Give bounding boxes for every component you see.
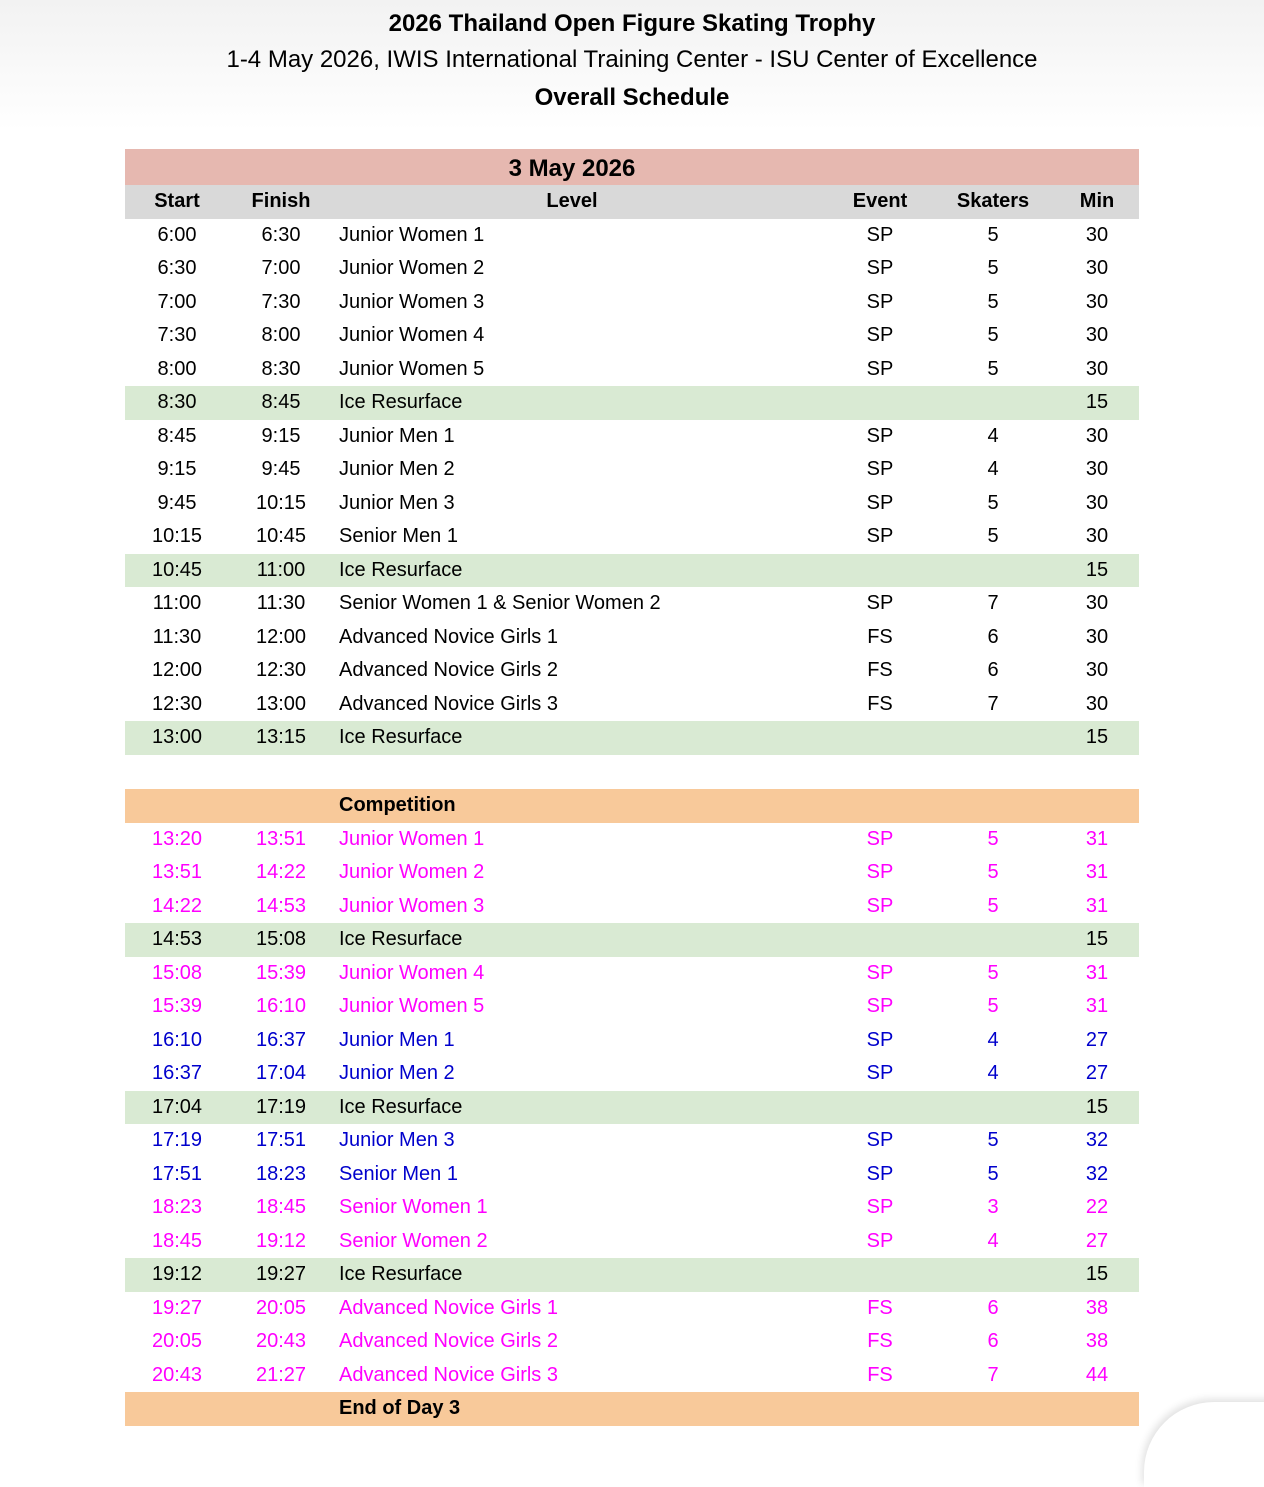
cell-finish: 15:39	[255, 961, 307, 984]
cell-start: 7:00	[157, 290, 197, 313]
cell-event	[829, 1091, 931, 1125]
schedule-row	[125, 219, 1139, 253]
cell-skaters: 5	[987, 861, 999, 883]
cell-finish: 8:45	[261, 391, 301, 413]
schedule-row	[125, 688, 1139, 722]
cell-skaters	[931, 923, 1055, 957]
cell-finish: 14:53	[255, 894, 307, 917]
cell-event: SP	[866, 861, 894, 883]
cell-event: SP	[866, 1162, 894, 1185]
cell-min: 30	[1085, 357, 1109, 380]
cell-level: Junior Women 4	[339, 961, 485, 984]
schedule-row	[125, 520, 1139, 554]
cell-min: 30	[1085, 223, 1109, 246]
cell-start: 15:39	[151, 995, 203, 1017]
cell-level: Advanced Novice Girls 3	[339, 1363, 558, 1386]
cell-start: 18:23	[151, 1196, 203, 1218]
cell-finish: 16:10	[255, 995, 307, 1017]
practice-table	[125, 149, 1139, 755]
cell-skaters: 7	[987, 592, 999, 614]
cell-finish: 15:08	[255, 928, 307, 950]
col-finish: Finish	[251, 190, 311, 212]
cell-min: 22	[1085, 1196, 1109, 1218]
cell-min: 15	[1085, 726, 1109, 748]
cell-start: 8:45	[157, 424, 197, 447]
cell-level: Junior Men 3	[339, 491, 455, 514]
cell-level: Junior Men 2	[339, 1062, 455, 1084]
cell-level: Ice Resurface	[339, 391, 463, 413]
cell-event: SP	[866, 257, 894, 279]
cell-level: Junior Women 3	[339, 290, 485, 313]
schedule-row	[125, 957, 1139, 991]
cell-level: Ice Resurface	[339, 1263, 463, 1285]
cell-finish: 12:30	[255, 659, 307, 681]
resurface-row	[125, 386, 1139, 420]
cell-skaters: 7	[987, 692, 999, 715]
cell-finish: 7:30	[261, 290, 301, 313]
cell-level: Junior Women 1	[339, 223, 485, 246]
cell-min: 44	[1085, 1363, 1109, 1386]
cell-skaters: 4	[987, 1229, 999, 1252]
cell-start: 8:00	[157, 357, 197, 380]
schedule-row	[125, 1325, 1139, 1359]
cell-start: 13:20	[151, 827, 203, 850]
cell-level: Ice Resurface	[339, 928, 463, 950]
cell-event	[829, 721, 931, 755]
cell-skaters	[931, 721, 1055, 755]
cell-finish: 8:30	[261, 357, 301, 380]
schedule-row	[125, 856, 1139, 890]
page-curl	[1144, 1402, 1264, 1487]
schedule-row	[125, 654, 1139, 688]
cell-min: 38	[1085, 1296, 1109, 1319]
cell-start: 11:30	[152, 625, 202, 648]
cell-finish: 20:05	[255, 1296, 307, 1319]
cell-skaters: 5	[987, 961, 999, 984]
cell-level: Ice Resurface	[339, 558, 463, 581]
cell-start: 11:00	[152, 592, 202, 614]
cell-skaters: 5	[987, 491, 999, 514]
cell-finish: 7:00	[261, 257, 301, 279]
cell-start: 7:30	[157, 324, 197, 346]
cell-event: SP	[866, 1028, 894, 1051]
cell-event: FS	[867, 1363, 893, 1386]
cell-start: 6:00	[157, 223, 197, 246]
schedule-row	[125, 353, 1139, 387]
cell-skaters: 6	[987, 1330, 999, 1352]
cell-event: FS	[867, 659, 893, 681]
competition-label: Competition	[339, 794, 456, 816]
cell-start: 10:45	[151, 558, 203, 581]
cell-start: 6:30	[157, 257, 197, 279]
cell-finish: 11:00	[256, 558, 306, 581]
cell-min: 27	[1085, 1229, 1109, 1252]
cell-finish: 10:45	[255, 525, 307, 547]
cell-level: Ice Resurface	[339, 726, 463, 748]
schedule-row	[125, 1024, 1139, 1058]
cell-min: 32	[1085, 1162, 1109, 1185]
cell-skaters: 4	[987, 1062, 999, 1084]
cell-min: 27	[1085, 1062, 1109, 1084]
col-level: Level	[546, 190, 598, 212]
cell-level: Advanced Novice Girls 3	[339, 692, 558, 715]
col-skaters: Skaters	[956, 190, 1030, 212]
cell-level: Senior Men 1	[339, 1162, 458, 1185]
cell-finish: 17:51	[255, 1129, 307, 1151]
cell-min: 15	[1085, 1095, 1109, 1118]
cell-start: 17:19	[151, 1129, 203, 1151]
cell-level: Junior Women 5	[339, 995, 485, 1017]
cell-min: 31	[1085, 861, 1109, 883]
cell-skaters: 4	[987, 458, 999, 480]
cell-start: 14:53	[151, 928, 203, 950]
resurface-row	[125, 923, 1139, 957]
cell-skaters: 5	[987, 290, 999, 313]
cell-finish: 11:30	[256, 592, 306, 614]
cell-event: SP	[866, 1196, 894, 1218]
cell-start: 16:10	[151, 1028, 203, 1051]
cell-event: SP	[866, 1229, 894, 1252]
cell-finish: 12:00	[255, 625, 307, 648]
cell-level: Senior Men 1	[339, 525, 458, 547]
cell-event: FS	[867, 1330, 893, 1352]
cell-min: 38	[1085, 1330, 1109, 1352]
cell-min: 31	[1085, 894, 1109, 917]
cell-event: SP	[866, 827, 894, 850]
cell-start: 13:51	[151, 861, 203, 883]
schedule-row	[125, 990, 1139, 1024]
schedule-row	[125, 420, 1139, 454]
cell-skaters: 5	[987, 995, 999, 1017]
cell-start: 17:04	[151, 1095, 203, 1118]
cell-skaters: 4	[987, 1028, 999, 1051]
schedule-row	[125, 1225, 1139, 1259]
cell-start: 19:27	[151, 1296, 203, 1319]
cell-level: Junior Men 3	[339, 1129, 455, 1151]
schedule-row	[125, 1158, 1139, 1192]
cell-level: Senior Women 1	[339, 1196, 488, 1218]
cell-finish: 17:04	[255, 1062, 307, 1084]
cell-skaters	[931, 1091, 1055, 1125]
cell-event: FS	[867, 625, 893, 648]
cell-finish: 10:15	[255, 491, 307, 514]
schedule-row	[125, 453, 1139, 487]
cell-level: Junior Women 5	[339, 357, 485, 380]
cell-skaters: 7	[987, 1363, 999, 1386]
cell-finish: 9:45	[261, 458, 301, 480]
cell-min: 30	[1085, 424, 1109, 447]
cell-skaters: 3	[987, 1196, 999, 1218]
cell-event	[829, 923, 931, 957]
competition-body	[125, 823, 1139, 1393]
cell-event: SP	[866, 290, 894, 313]
cell-min: 15	[1085, 928, 1109, 950]
cell-level: Junior Women 2	[339, 861, 485, 883]
schedule-row	[125, 621, 1139, 655]
cell-finish: 13:51	[255, 827, 307, 850]
cell-level: Advanced Novice Girls 1	[339, 1296, 558, 1319]
cell-level: Senior Women 2	[339, 1229, 488, 1252]
cell-event	[829, 1258, 931, 1292]
practice-body	[125, 219, 1139, 755]
cell-skaters: 6	[987, 1296, 999, 1319]
cell-start: 20:43	[151, 1363, 203, 1386]
cell-start: 9:15	[157, 458, 197, 480]
cell-finish: 20:43	[255, 1330, 307, 1352]
cell-skaters: 5	[987, 223, 999, 246]
cell-finish: 19:12	[255, 1229, 307, 1252]
cell-start: 20:05	[151, 1330, 203, 1352]
cell-finish: 18:23	[255, 1162, 307, 1185]
cell-level: Advanced Novice Girls 2	[339, 659, 558, 681]
cell-skaters: 5	[987, 894, 999, 917]
cell-min: 31	[1085, 961, 1109, 984]
cell-finish: 18:45	[255, 1196, 307, 1218]
cell-event: SP	[866, 961, 894, 984]
cell-start: 12:00	[151, 659, 203, 681]
cell-min: 31	[1085, 995, 1109, 1017]
cell-min: 15	[1085, 1263, 1109, 1285]
cell-min: 30	[1085, 458, 1109, 480]
cell-finish: 16:37	[255, 1028, 307, 1051]
schedule-row	[125, 1124, 1139, 1158]
col-event: Event	[852, 190, 908, 212]
cell-min: 27	[1085, 1028, 1109, 1051]
column-header-row	[125, 185, 1139, 219]
cell-level: Junior Women 1	[339, 827, 485, 850]
schedule-row	[125, 890, 1139, 924]
cell-start: 17:51	[151, 1162, 203, 1185]
schedule-row	[125, 252, 1139, 286]
cell-skaters: 5	[987, 525, 999, 547]
cell-start: 18:45	[151, 1229, 203, 1252]
cell-level: Junior Men 1	[339, 1028, 455, 1051]
schedule-row	[125, 823, 1139, 857]
cell-skaters: 5	[987, 357, 999, 380]
cell-level: Junior Women 4	[339, 324, 485, 346]
schedule-row	[125, 487, 1139, 521]
cell-skaters	[931, 554, 1055, 588]
cell-finish: 21:27	[255, 1363, 307, 1386]
cell-skaters: 6	[987, 659, 999, 681]
col-start: Start	[154, 190, 200, 212]
competition-band	[125, 789, 1139, 823]
competition-table	[125, 789, 1139, 1426]
cell-level: Junior Men 2	[339, 458, 455, 480]
cell-skaters: 5	[987, 1129, 999, 1151]
cell-finish: 9:15	[261, 424, 301, 447]
schedule-row	[125, 1057, 1139, 1091]
cell-start: 15:08	[151, 961, 203, 984]
cell-finish: 17:19	[255, 1095, 307, 1118]
schedule-row	[125, 286, 1139, 320]
cell-event	[829, 386, 931, 420]
cell-finish: 8:00	[261, 324, 301, 346]
cell-skaters: 5	[987, 1162, 999, 1185]
day-band	[125, 149, 1139, 185]
cell-skaters: 5	[987, 827, 999, 850]
event-title: 2026 Thailand Open Figure Skating Trophy	[388, 10, 876, 37]
cell-skaters: 4	[987, 424, 999, 447]
cell-start: 19:12	[151, 1263, 203, 1285]
schedule-row	[125, 1292, 1139, 1326]
cell-finish: 13:15	[255, 726, 307, 748]
cell-level: Advanced Novice Girls 2	[339, 1330, 558, 1352]
resurface-row	[125, 721, 1139, 755]
cell-level: Junior Men 1	[339, 424, 455, 447]
cell-min: 32	[1085, 1129, 1109, 1151]
cell-min: 30	[1085, 257, 1109, 279]
cell-level: Ice Resurface	[339, 1095, 463, 1118]
cell-event: SP	[866, 894, 894, 917]
cell-min: 30	[1085, 592, 1109, 614]
resurface-row	[125, 1258, 1139, 1292]
cell-start: 9:45	[157, 491, 197, 514]
cell-min: 30	[1085, 659, 1109, 681]
resurface-row	[125, 554, 1139, 588]
cell-event: SP	[866, 491, 894, 514]
cell-event: SP	[866, 1129, 894, 1151]
cell-skaters: 6	[987, 625, 999, 648]
cell-skaters	[931, 386, 1055, 420]
cell-min: 15	[1085, 558, 1109, 581]
cell-skaters: 5	[987, 324, 999, 346]
cell-min: 30	[1085, 290, 1109, 313]
cell-event: SP	[866, 458, 894, 480]
cell-min: 31	[1085, 827, 1109, 850]
cell-level: Junior Women 3	[339, 894, 485, 917]
day-label: 3 May 2026	[508, 155, 636, 182]
col-min: Min	[1079, 190, 1115, 212]
cell-start: 10:15	[151, 525, 203, 547]
cell-min: 30	[1085, 491, 1109, 514]
cell-level: Junior Women 2	[339, 257, 485, 279]
cell-event: SP	[866, 424, 894, 447]
cell-event: SP	[866, 1062, 894, 1084]
cell-min: 30	[1085, 525, 1109, 547]
cell-event	[829, 554, 931, 588]
cell-finish: 13:00	[255, 692, 307, 715]
event-subtitle: 1-4 May 2026, IWIS International Training Center - ISU Center of Excellence	[226, 46, 1038, 73]
resurface-row	[125, 1091, 1139, 1125]
schedule-row	[125, 587, 1139, 621]
cell-event: SP	[866, 525, 894, 547]
cell-min: 30	[1085, 625, 1109, 648]
schedule-row	[125, 1191, 1139, 1225]
schedule-heading: Overall Schedule	[534, 84, 730, 111]
cell-min: 30	[1085, 324, 1109, 346]
end-of-day-label: End of Day 3	[339, 1397, 461, 1419]
cell-event: SP	[866, 324, 894, 346]
schedule-row	[125, 1359, 1139, 1393]
cell-finish: 6:30	[261, 223, 301, 246]
cell-start: 13:00	[151, 726, 203, 748]
cell-finish: 19:27	[255, 1263, 307, 1285]
schedule-row	[125, 319, 1139, 353]
cell-event: SP	[866, 592, 894, 614]
cell-level: Advanced Novice Girls 1	[339, 625, 558, 648]
cell-event: SP	[866, 995, 894, 1017]
cell-event: SP	[866, 223, 894, 246]
cell-start: 8:30	[157, 391, 197, 413]
end-of-day-band	[125, 1392, 1139, 1426]
cell-skaters	[931, 1258, 1055, 1292]
cell-start: 16:37	[151, 1062, 203, 1084]
cell-start: 14:22	[151, 894, 203, 917]
cell-start: 12:30	[151, 692, 203, 715]
cell-event: FS	[867, 1296, 893, 1319]
cell-event: SP	[866, 357, 894, 380]
cell-event: FS	[867, 692, 893, 715]
cell-finish: 14:22	[255, 861, 307, 883]
cell-min: 15	[1085, 391, 1109, 413]
cell-skaters: 5	[987, 257, 999, 279]
cell-level: Senior Women 1 & Senior Women 2	[339, 592, 661, 614]
cell-min: 30	[1085, 692, 1109, 715]
